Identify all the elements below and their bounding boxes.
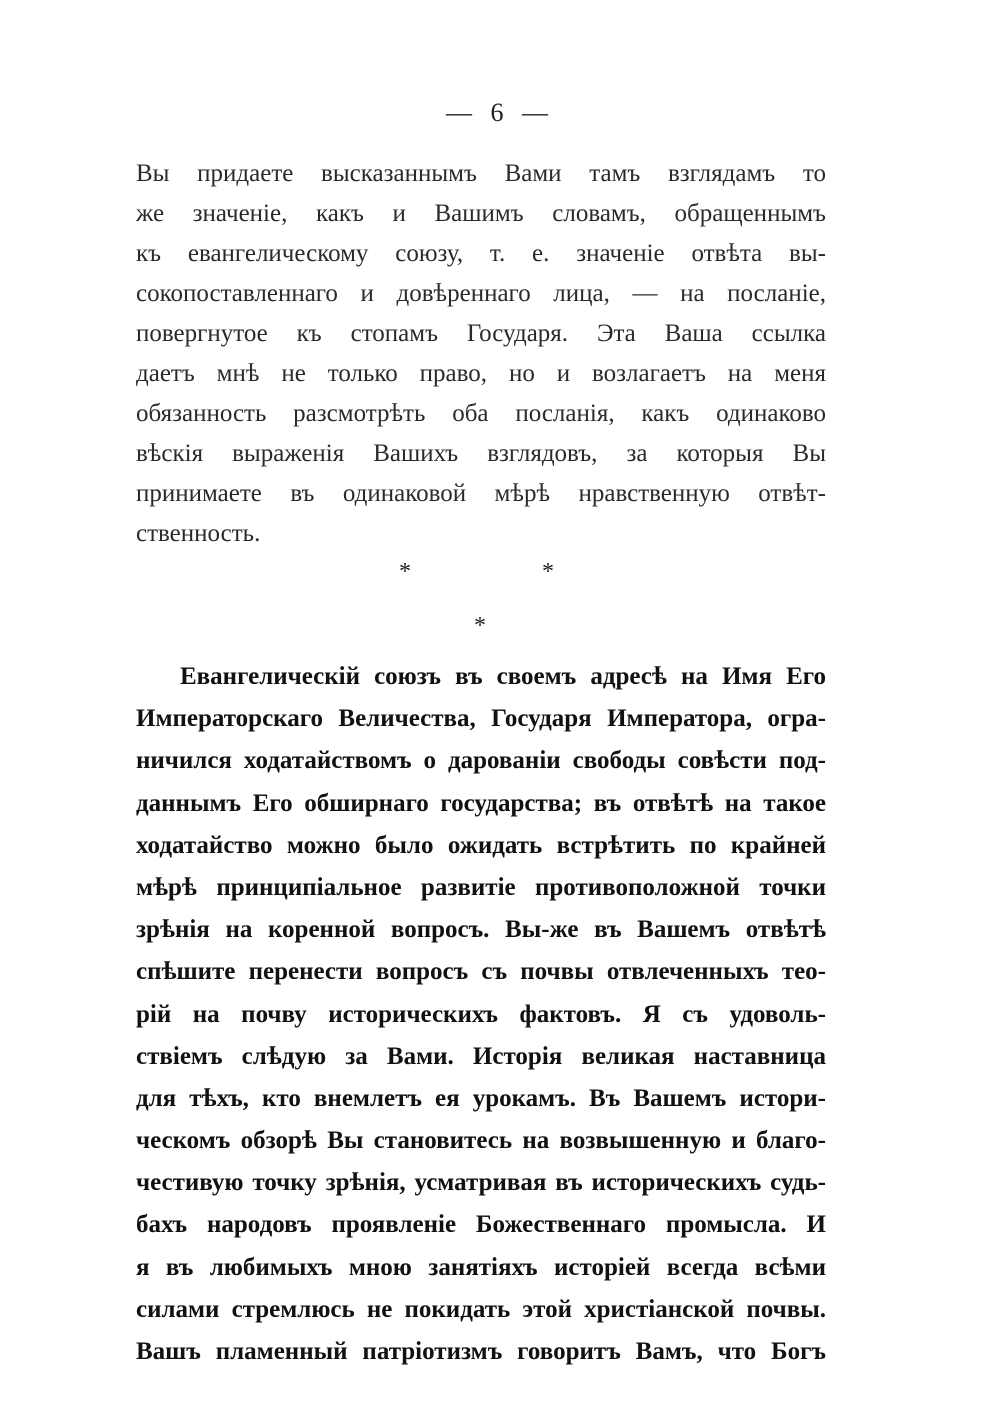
text-line: обязанность разсмотрѣть оба посланія, какъ одинаково [136, 400, 826, 427]
text-line: ствіемъ слѣдую за Вами. Исторія великая наставница [136, 1042, 826, 1070]
text-line: Вы придаете высказаннымъ Вами тамъ взглядамъ то [136, 160, 826, 187]
text-line: принимаете въ одинаковой мѣрѣ нравственную отвѣт- [136, 480, 826, 507]
text-line: повергнутое къ стопамъ Государя. Эта Ваша ссылка [136, 320, 826, 347]
text-line: къ евангелическому союзу, т. е. значеніе отвѣта вы- [136, 240, 826, 267]
text-line: даннымъ Его обширнаго государства; въ отвѣтѣ на такое [136, 789, 826, 817]
text-line: для тѣхъ, кто внемлетъ ея урокамъ. Въ Вашемъ истори- [136, 1084, 826, 1112]
text-line: рій на почву историческихъ фактовъ. Я съ удоволь- [136, 1000, 826, 1028]
text-line: мѣрѣ принципіальное развитіе противоположной точки [136, 873, 826, 901]
text-line: ходатайство можно было ожидать встрѣтить по крайней [136, 831, 826, 859]
text-line: Евангелическій союзъ въ своемъ адресѣ на Имя Его [180, 663, 826, 690]
text-line: зрѣнія на коренной вопросъ. Вы-же въ Вашемъ отвѣтѣ [136, 916, 826, 944]
text-line: ственность. [136, 520, 261, 547]
separator-asterisk: * [399, 559, 411, 585]
text-line: силами стремлюсь не покидать этой христіанской почвы. [136, 1295, 826, 1323]
text-line: спѣшите перенести вопросъ съ почвы отвлеченныхъ тео- [136, 958, 826, 986]
paragraph-1 [136, 154, 826, 554]
paragraph-2 [136, 656, 826, 1373]
text-line: Императорскаго Величества, Государя Императора, огра- [136, 705, 826, 733]
text-line: ничился ходатайствомъ о дарованіи свободы совѣсти под- [136, 747, 826, 775]
separator-asterisk: * [542, 559, 554, 585]
text-line: сокопоставленнаго и довѣреннаго лица, — на посланіе, [136, 280, 826, 307]
text-line: вѣскія выраженія Вашихъ взглядовъ, за которыя Вы [136, 440, 826, 467]
text-line: я въ любимыхъ мною занятіяхъ исторіей всегда всѣми [136, 1253, 826, 1281]
separator-asterisk: * [474, 613, 486, 639]
text-line: даетъ мнѣ не только право, но и возлагаетъ на меня [136, 360, 826, 387]
page-number: — 6 — [446, 98, 554, 127]
text-line: же значеніе, какъ и Вашимъ словамъ, обращеннымъ [136, 200, 826, 227]
text-line: честивую точку зрѣнія, усматривая въ историческихъ судь- [136, 1169, 826, 1197]
text-line: ческомъ обзорѣ Вы становитесь на возвышенную и благо- [136, 1127, 826, 1155]
text-line: Вашъ пламенный патріотизмъ говоритъ Вамъ, что Богъ [136, 1338, 826, 1365]
text-line: бахъ народовъ проявленіе Божественнаго промысла. И [136, 1211, 826, 1239]
